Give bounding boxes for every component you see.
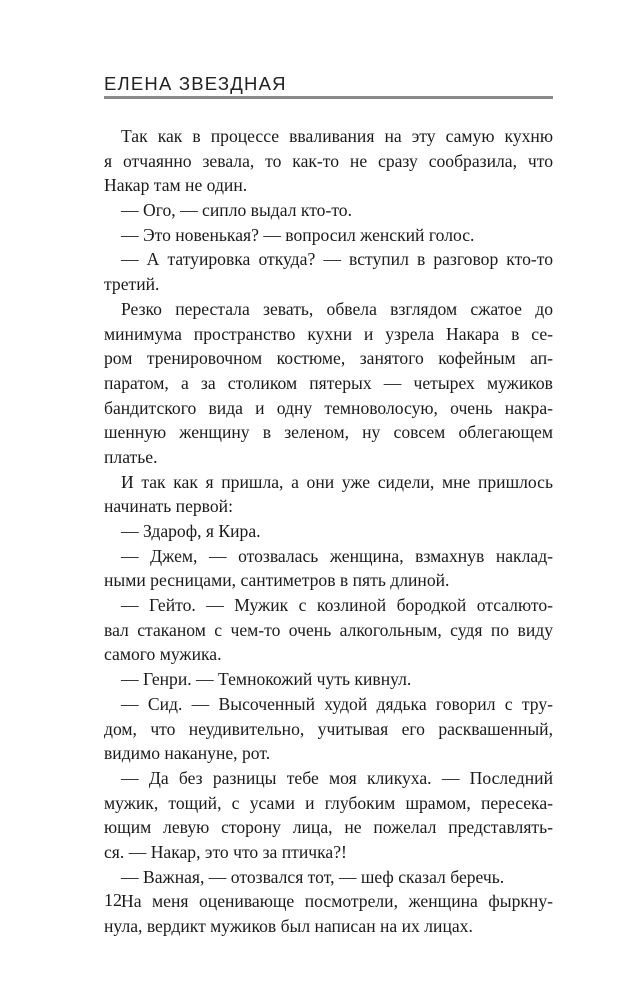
text-line: мужик, тощий, с усами и глубоким шрамом, пересека- <box>104 792 553 813</box>
text-line: — А татуировка откуда? — вступил в разговор кто-то <box>121 249 553 270</box>
text-line: минимума пространство кухни и узрела Накара в се- <box>104 323 553 344</box>
text-line: Накар там не один. <box>104 175 248 196</box>
text-line: платье. <box>104 446 158 467</box>
text-line: ся. — Накар, это что за птичка?! <box>104 841 347 862</box>
text-line: — Генри. — Темнокожий чуть кивнул. <box>121 669 412 690</box>
text-line: Так как в процессе вваливания на эту самую кухню <box>121 126 553 146</box>
text-line: паратом, а за столиком пятерых — четырех мужиков <box>104 372 553 393</box>
text-line: я отчаянно зевала, то как-то не сразу сообразила, что <box>104 150 553 171</box>
text-line: — Сид. — Высоченный худой дядька говорил с тру- <box>121 693 553 714</box>
text-line: видимо накануне, рот. <box>104 743 271 764</box>
text-line: ющим левую сторону лица, не пожелал представлять- <box>104 817 553 838</box>
text-line: третий. <box>104 274 160 295</box>
text-line: — Гейто. — Мужик с козлиной бородкой отсалюто- <box>121 595 553 616</box>
text-line: И так как я пришла, а они уже сидели, мне пришлось <box>121 471 553 492</box>
text-line: — Да без разницы тебе моя кликуха. — Последний <box>121 767 553 788</box>
text-line: дом, что неудивительно, учитывая его расквашенный, <box>104 718 553 739</box>
text-line: — Это новенькая? — вопросил женский голос. <box>121 224 475 245</box>
text-line: самого мужика. <box>104 644 222 665</box>
running-title: ЕЛЕНА ЗВЕЗДНАЯ <box>104 73 287 94</box>
text-line: — Джем, — отозвалась женщина, взмахнув наклад- <box>121 545 553 566</box>
text-line: шенную женщину в зеленом, ну совсем облегающем <box>104 422 553 443</box>
text-line: бандитского вида и одну темноволосую, очень накра- <box>104 397 553 418</box>
body-text <box>104 124 553 939</box>
text-line: ром тренировочном костюме, занятого кофейным ап- <box>104 348 553 369</box>
text-line: На меня оценивающе посмотрели, женщина фыркну- <box>121 891 553 912</box>
text-line: начинать первой: <box>104 496 233 517</box>
text-line: нула, вердикт мужиков был написан на их лицах. <box>104 916 473 936</box>
page-number: 12 <box>104 890 122 910</box>
text-line: Резко перестала зевать, обвела взглядом сжатое до <box>121 298 553 319</box>
text-line: ными ресницами, сантиметров в пять длиной. <box>104 570 450 591</box>
text-line: — Ого, — сипло выдал кто-то. <box>121 200 352 221</box>
text-line: вал стаканом с чем-то очень алкогольным, судя по виду <box>104 619 553 640</box>
text-line: — Важная, — отозвался тот, — шеф сказал беречь. <box>121 866 505 887</box>
text-line: — Здароф, я Кира. <box>121 521 261 541</box>
header-rule <box>104 96 553 99</box>
